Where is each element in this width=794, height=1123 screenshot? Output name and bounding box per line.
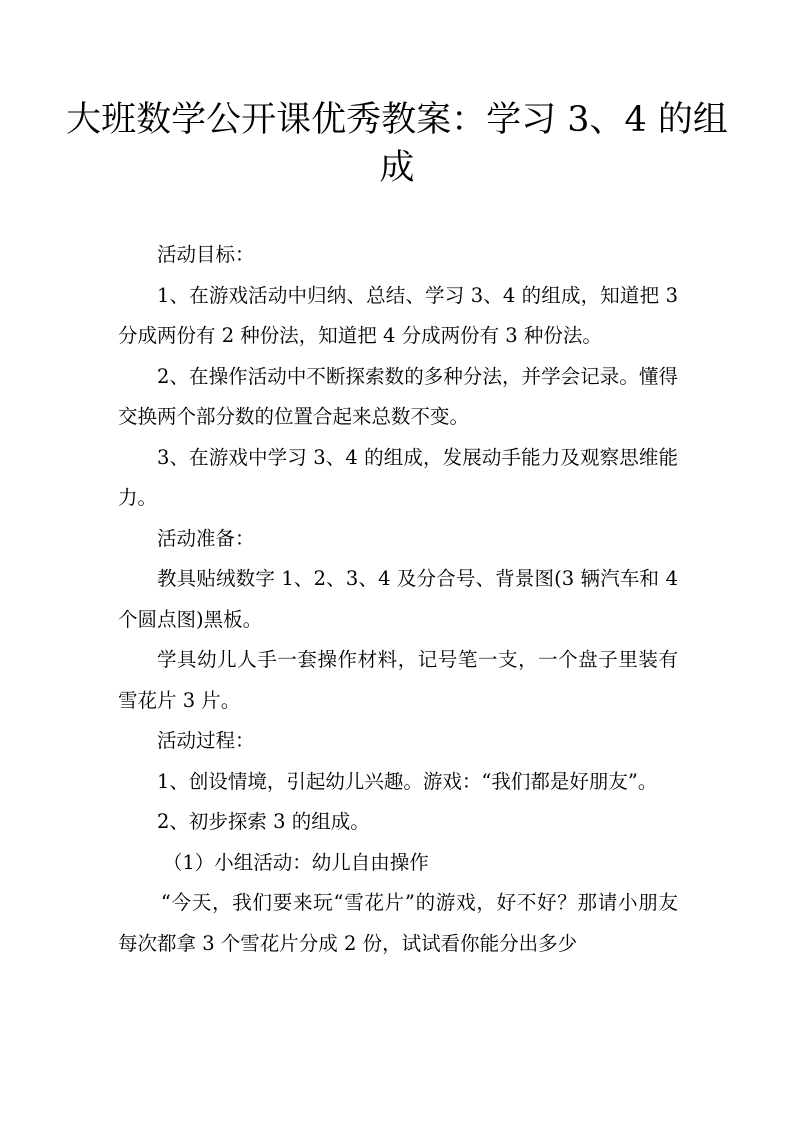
paragraph-goal-3: 3、在游戏中学习 3、4 的组成，发展动手能力及观察思维能力。 (118, 445, 678, 509)
paragraph-quote: “今天，我们要来玩“雪花片”的游戏，好不好？那请小朋友每次都拿 3 个雪花片分成 2 份，试试看你能分出多少 (118, 891, 678, 955)
paragraph-prep-teacher: 教具贴绒数字 1、2、3、4 及分合号、背景图(3 辆汽车和 4 个圆点图)黑板。 (118, 567, 678, 631)
paragraph-prep-child: 学具幼儿人手一套操作材料，记号笔一支，一个盘子里装有雪花片 3 片。 (118, 648, 678, 712)
page-title: 大班数学公开课优秀教案：学习 3、4 的组成 (66, 100, 728, 188)
paragraph-goal-1: 1、在游戏活动中归纳、总结、学习 3、4 的组成，知道把 3 分成两份有 2 种份法，知道把 4 分成两份有 3 种份法。 (118, 283, 678, 347)
paragraph-process-heading: 活动过程： (157, 729, 255, 752)
document-body (118, 235, 678, 964)
paragraph-process-2-1: （1）小组活动：幼儿自由操作 (162, 850, 429, 874)
paragraph-goals-heading: 活动目标： (157, 243, 255, 266)
paragraph-process-2: 2、初步探索 3 的组成。 (157, 810, 370, 833)
paragraph-process-1: 1、创设情境，引起幼儿兴趣。游戏：“我们都是好朋友”。 (157, 769, 658, 793)
paragraph-prep-heading: 活动准备： (157, 526, 255, 550)
paragraph-goal-2: 2、在操作活动中不断探索数的多种分法，并学会记录。懂得交换两个部分数的位置合起来总数不变。 (118, 364, 678, 428)
